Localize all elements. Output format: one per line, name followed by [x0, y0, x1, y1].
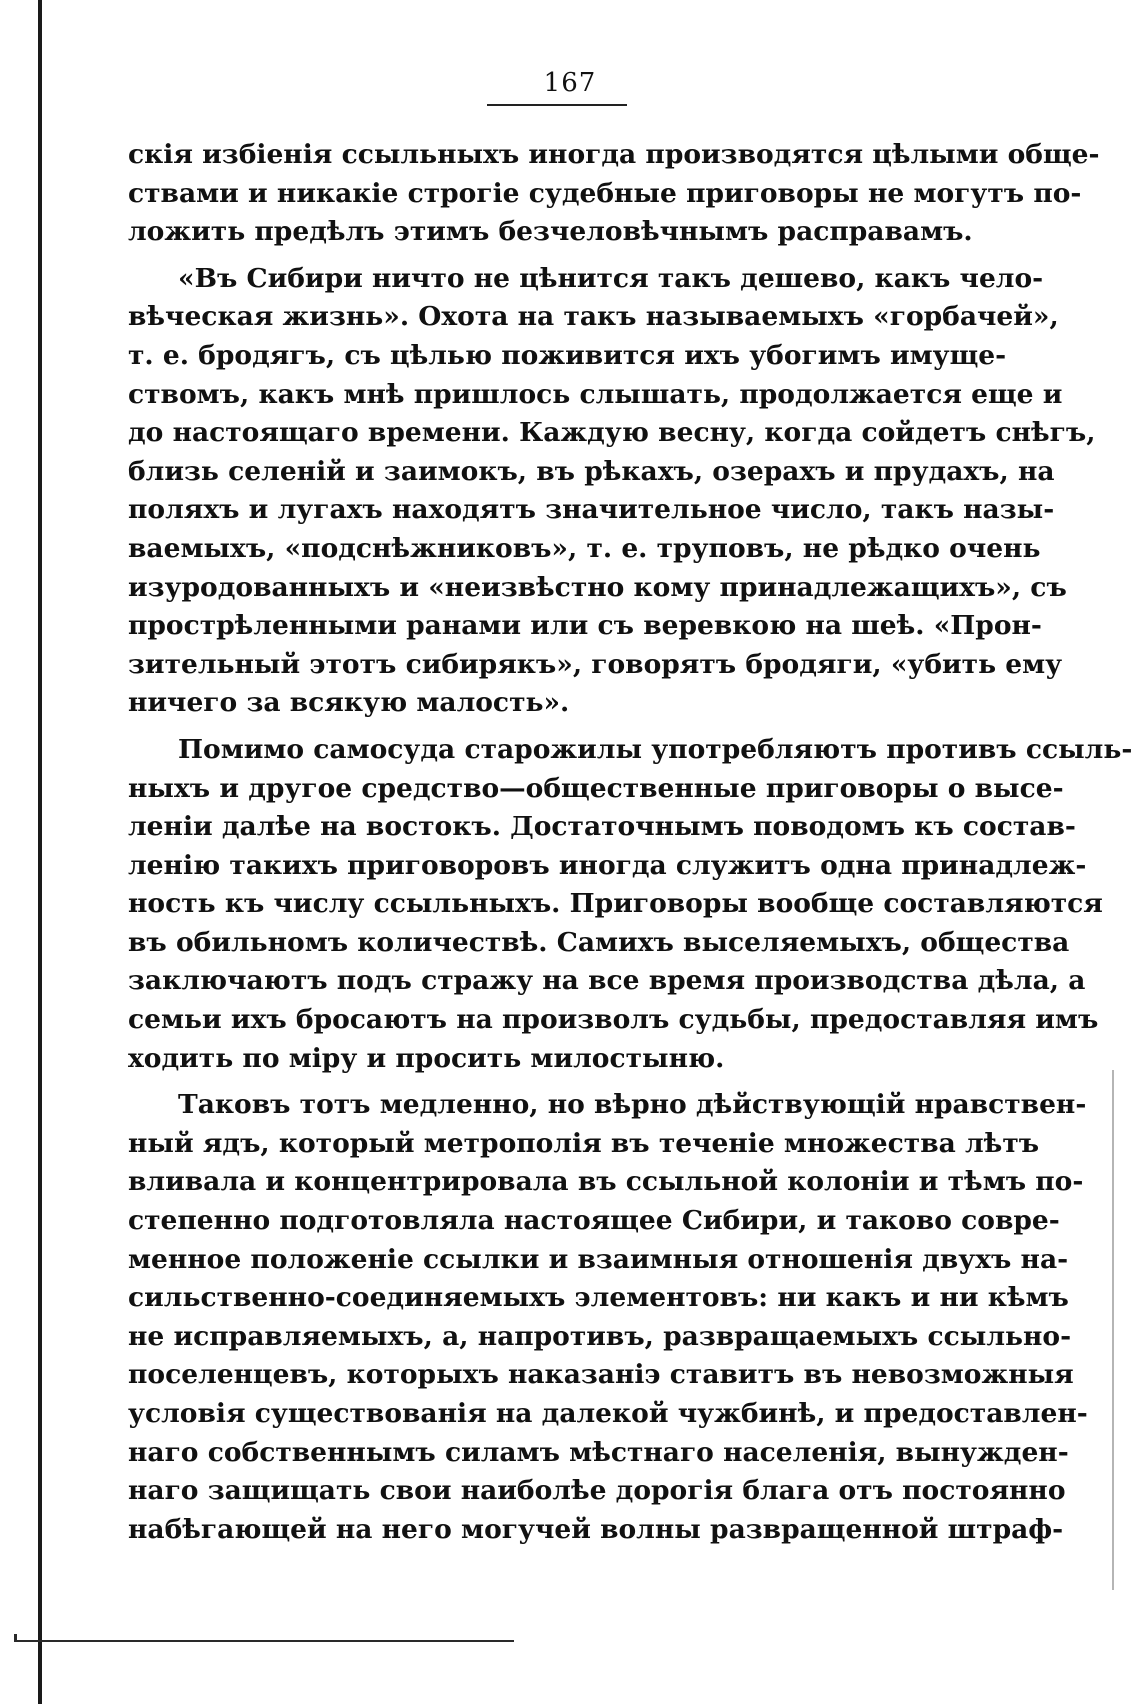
page-header [0, 68, 1140, 98]
text-line: леніи далѣе на востокъ. Достаточнымъ поводомъ къ состав- [128, 811, 1076, 843]
text-line: не исправляемыхъ, а, напротивъ, развращаемыхъ ссыльно- [128, 1320, 1072, 1352]
text-line: близь селеній и заимокъ, въ рѣкахъ, озерахъ и прудахъ, на [128, 455, 1055, 487]
text-line: ность къ числу ссыльныхъ. Приговоры вообще составляются [128, 888, 1103, 920]
text-line: условія существованія на далекой чужбинѣ, и предоставлен- [128, 1398, 1088, 1429]
text-line: Таковъ тотъ медленно, но вѣрно дѣйствующій нравствен- [178, 1089, 1087, 1121]
text-line: вливала и концентрировала въ ссыльной колоніи и тѣмъ по- [128, 1166, 1084, 1198]
text-line: ходить по міру и просить милостыню. [128, 1042, 725, 1074]
text-line: ваемыхъ, «подснѣжниковъ», т. е. труповъ, не рѣдко очень [128, 532, 1041, 564]
paragraph-gap [128, 1078, 978, 1086]
page-number: 167 [543, 68, 597, 98]
text-line: набѣгающей на него могучей волны развращенной штраф- [128, 1513, 1064, 1545]
paragraph-gap [128, 723, 978, 731]
text-line: наго собственнымъ силамъ мѣстнаго населенія, вынужден- [128, 1436, 1069, 1468]
text-line: ный ядъ, который метрополія въ теченіе множества лѣтъ [128, 1127, 1040, 1159]
text-line: прострѣленными ранами или съ веревкою на шеѣ. «Прон- [128, 610, 1042, 642]
text-line: ленію такихъ приговоровъ иногда служитъ одна принадлеж- [128, 849, 1087, 881]
header-rule [487, 104, 627, 106]
text-line: заключаютъ подъ стражу на все время производства дѣла, а [128, 965, 1086, 997]
text-line: поляхъ и лугахъ находятъ значительное число, такъ назы- [128, 494, 1055, 526]
paragraph [128, 1086, 1088, 1549]
text-line: ныхъ и другое средство—общественные приговоры о высе- [128, 772, 1064, 804]
text-line: ничего за всякую малость». [128, 687, 570, 719]
text-line: въ обильномъ количествѣ. Самихъ выселяемыхъ, общества [128, 926, 1070, 958]
text-line: поселенцевъ, которыхъ наказаніэ ставитъ въ невозможныя [128, 1359, 1074, 1391]
text-line: степенно подготовляла настоящее Сибири, и таково совре- [128, 1205, 1060, 1237]
scan-right-edge-shadow [1112, 1070, 1114, 1590]
text-line: семьи ихъ бросаютъ на произволъ судьбы, предоставляя имъ [128, 1004, 1099, 1036]
paragraph [128, 136, 1100, 252]
text-line: вѣческая жизнь». Охота на такъ называемыхъ «горбачей», [128, 301, 1059, 333]
text-line: ствами и никакіе строгіе судебные приговоры не могутъ по- [128, 177, 1082, 209]
paragraph [128, 260, 1096, 723]
text-line: Помимо самосуда старожилы употребляютъ противъ ссыль- [178, 733, 1133, 765]
text-line: сильственно-соединяемыхъ элементовъ: ни какъ и ни кѣмъ [128, 1282, 1069, 1314]
text-line: т. е. бродягъ, съ цѣлью поживится ихъ убогимъ имуще- [128, 339, 1007, 371]
text-line: наго защищать свои наиболѣе дорогія блага отъ постоянно [128, 1475, 1066, 1507]
scan-bottom-edge [14, 1640, 514, 1642]
text-line: ложить предѣлъ этимъ безчеловѣчнымъ расправамъ. [128, 216, 973, 248]
text-line: «Въ Сибири ничто не цѣнится такъ дешево, какъ чело- [178, 262, 1044, 294]
text-line: скія избіенія ссыльныхъ иногда производятся цѣлыми обще- [128, 139, 1100, 170]
paragraph [128, 731, 1133, 1078]
text-line: ствомъ, какъ мнѣ пришлось слышать, продолжается еще и [128, 378, 1063, 410]
text-line: менное положеніе ссылки и взаимныя отношенія двухъ на- [128, 1243, 1069, 1275]
text-line: до настоящаго времени. Каждую весну, когда сойдетъ снѣгъ, [128, 417, 1096, 449]
paragraph-gap [128, 252, 978, 260]
text-line: зительный этотъ сибирякъ», говорятъ бродяги, «убить ему [128, 648, 1063, 680]
scan-binding-edge [38, 0, 42, 1704]
body-text [128, 136, 1133, 1549]
text-line: изуродованныхъ и «неизвѣстно кому принадлежащихъ», съ [128, 571, 1067, 603]
